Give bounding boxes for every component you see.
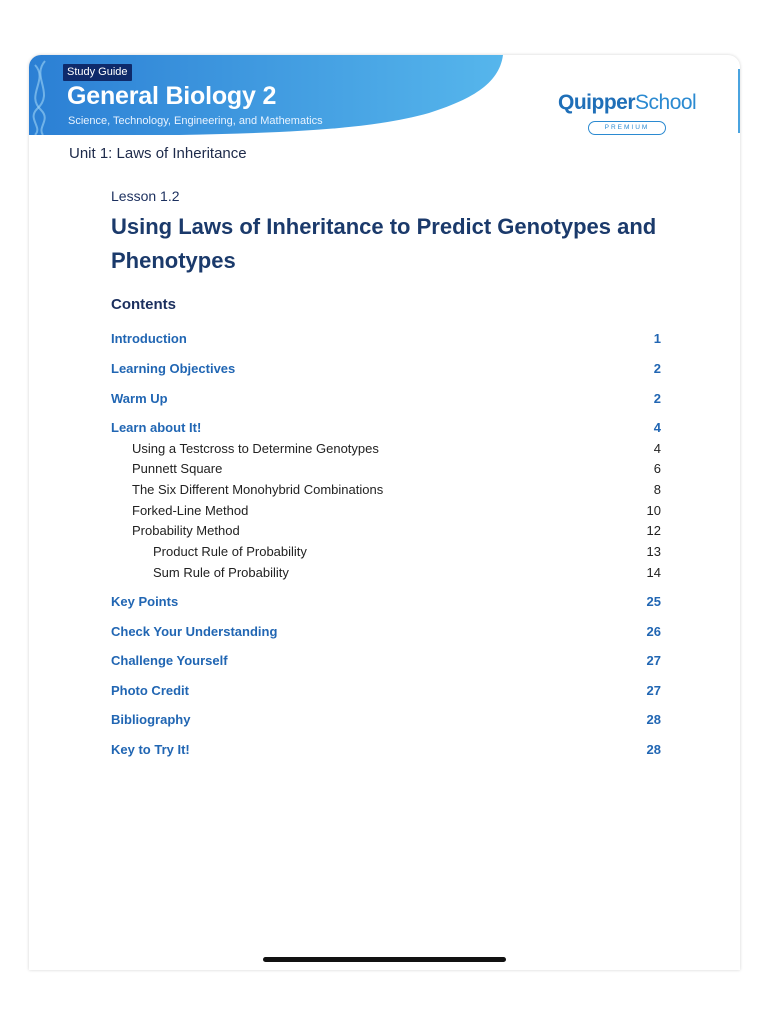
toc-entry-page: 1 — [653, 331, 661, 346]
header-banner — [29, 55, 509, 135]
page-edge-accent — [738, 69, 740, 133]
toc-entry-page: 2 — [653, 361, 661, 376]
toc-entry-label: Using a Testcross to Determine Genotypes — [132, 441, 379, 456]
document-page — [29, 55, 740, 970]
toc-entry-page: 25 — [646, 594, 661, 609]
contents-heading: Contents — [111, 296, 176, 313]
toc-entry-page: 8 — [653, 482, 661, 497]
study-guide-tag: Study Guide — [63, 64, 132, 81]
toc-entry-page: 27 — [646, 683, 661, 698]
brand-name: QuipperSchool — [558, 91, 697, 114]
lesson-number: Lesson 1.2 — [111, 188, 180, 204]
unit-heading: Unit 1: Laws of Inheritance — [69, 145, 247, 162]
toc-entry-page: 13 — [646, 544, 661, 559]
toc-entry-page: 4 — [653, 441, 661, 456]
lesson-title: Using Laws of Inheritance to Predict Genotypes and Phenotypes — [111, 214, 657, 273]
toc-entry-label: Challenge Yourself — [111, 653, 228, 668]
toc-entry-label: Probability Method — [132, 523, 240, 538]
toc-entry-label: Product Rule of Probability — [153, 544, 307, 559]
toc-entry-label: Key to Try It! — [111, 742, 190, 757]
course-title: General Biology 2 — [67, 82, 277, 110]
toc-entry-page: 10 — [646, 503, 661, 518]
toc-entry-label: Forked-Line Method — [132, 503, 249, 518]
toc-entry-page: 14 — [646, 565, 661, 580]
toc-entry-page: 28 — [646, 742, 661, 757]
toc-entry-label: Photo Credit — [111, 683, 189, 698]
toc-entry-page: 27 — [646, 653, 661, 668]
toc-entry-page: 4 — [653, 420, 661, 435]
toc-entry-label: The Six Different Monohybrid Combinations — [132, 482, 384, 497]
toc-entry-label: Punnett Square — [132, 461, 223, 476]
toc-entry-label: Sum Rule of Probability — [153, 565, 289, 580]
premium-badge: PREMIUM — [588, 121, 666, 135]
home-indicator[interactable] — [263, 957, 506, 962]
toc-entry-label: Check Your Understanding — [111, 624, 278, 639]
toc-entry-label: Warm Up — [111, 391, 168, 406]
toc-entry-label: Bibliography — [111, 712, 191, 727]
toc-entry-page: 6 — [653, 461, 661, 476]
toc-entry-page: 28 — [646, 712, 661, 727]
toc-entry-label: Learning Objectives — [111, 361, 236, 376]
toc-entry-label: Introduction — [111, 331, 187, 346]
quipper-school-logo — [558, 91, 704, 139]
toc-entry-label: Learn about It! — [111, 420, 202, 435]
toc-entry-page: 12 — [646, 523, 661, 538]
toc-entry-page: 2 — [653, 391, 661, 406]
course-subtitle: Science, Technology, Engineering, and Mathematics — [68, 115, 323, 127]
toc-entry-page: 26 — [646, 624, 661, 639]
toc-entry-label: Key Points — [111, 594, 179, 609]
